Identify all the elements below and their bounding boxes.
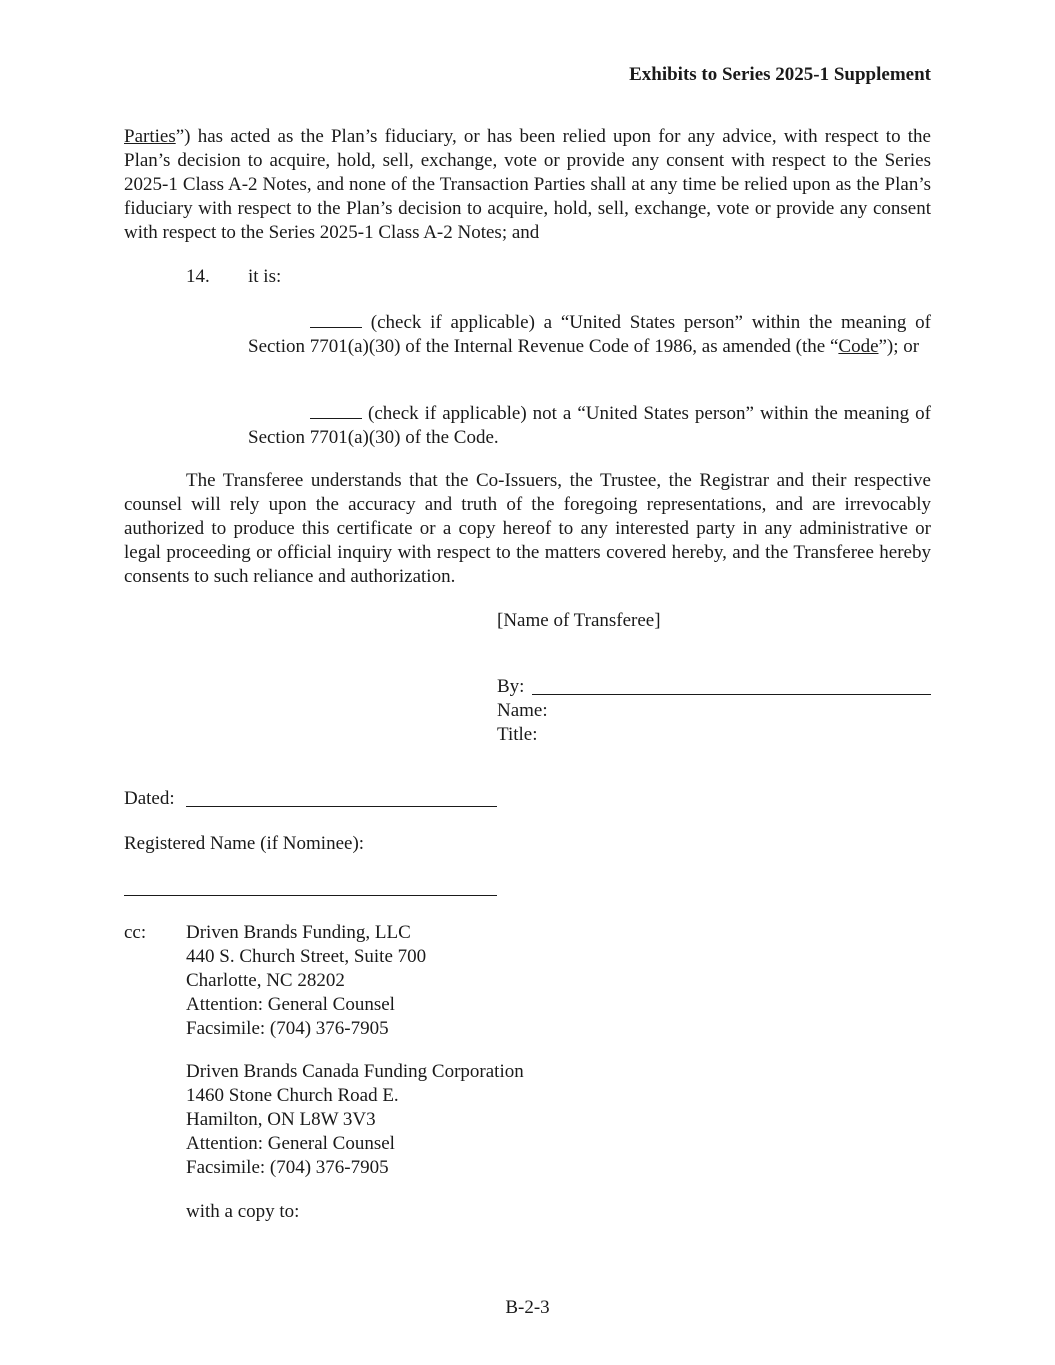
recipient-city: Charlotte, NC 28202 <box>186 970 345 991</box>
defined-term-code: Code <box>838 336 879 357</box>
continuation-text: ”) has acted as the Plan’s fiduciary, or has been relied upon for any advice, with respect to the Plan’s decision to acquire, hold, sell, exchange, vote or provide any consent with respect to the Series 2025-1 Class A-2 Notes, and none of the Transaction Parties shall at any time be relied upon as the Plan’s fiduciary with respect to the Plan’s decision to acquire, hold, sell, exchange, vote or provide any consent with respect to the Series 2025-1 Class A-2 Notes; and <box>124 126 931 243</box>
recipient-name: Driven Brands Canada Funding Corporation <box>186 1061 524 1082</box>
dated-line[interactable] <box>186 806 497 807</box>
item-14-text: it is: <box>248 266 282 287</box>
option-non-us-person-text: (check if applicable) not a “United States person” within the meaning of Section 7701(a)(30) of the Code. <box>248 403 932 448</box>
recipient-street: 1460 Stone Church Road E. <box>186 1085 399 1106</box>
by-label: By: <box>497 676 525 697</box>
cc-label: cc: <box>124 922 147 943</box>
option-us-person-text-before: (check if applicable) a “United States person” within the meaning of Section 7701(a)(30) of the Internal Revenue Code of 1986, as amended (the “ <box>248 312 932 357</box>
defined-term-parties: Parties <box>124 126 176 147</box>
cc-recipient-2 <box>186 1060 524 1180</box>
option-us-person-text-after: ”); or <box>878 336 920 357</box>
checkbox-blank-non-us-person[interactable] <box>310 401 362 419</box>
registered-name-label: Registered Name (if Nominee): <box>124 833 365 854</box>
option-non-us-person <box>248 401 931 450</box>
dated-label: Dated: <box>124 788 175 809</box>
transferee-name-placeholder: [Name of Transferee] <box>497 610 661 631</box>
checkbox-blank-us-person[interactable] <box>310 310 362 328</box>
signatory-title-label: Title: <box>497 724 538 745</box>
page-header: Exhibits to Series 2025-1 Supplement <box>629 64 931 85</box>
copy-to-label: with a copy to: <box>186 1201 300 1222</box>
registered-name-line[interactable] <box>124 895 497 896</box>
item-14-number: 14. <box>186 266 210 287</box>
recipient-fax: Facsimile: (704) 376-7905 <box>186 1157 389 1178</box>
page-number: B-2-3 <box>505 1297 550 1318</box>
option-us-person <box>248 310 931 359</box>
continuation-paragraph <box>124 125 931 245</box>
signature-line[interactable] <box>532 694 931 695</box>
recipient-name: Driven Brands Funding, LLC <box>186 922 411 943</box>
recipient-city: Hamilton, ON L8W 3V3 <box>186 1109 376 1130</box>
signatory-name-label: Name: <box>497 700 548 721</box>
recipient-attention: Attention: General Counsel <box>186 994 395 1015</box>
reliance-paragraph: The Transferee understands that the Co-Issuers, the Trustee, the Registrar and their respective counsel will rely upon the accuracy and truth of the foregoing representations, and are irrevocably authorized to produce this certificate or a copy hereof to any interested party in any administrative or legal proceeding or official inquiry with respect to the matters covered hereby, and the Transferee hereby consents to such reliance and authorization. <box>124 470 931 587</box>
recipient-attention: Attention: General Counsel <box>186 1133 395 1154</box>
recipient-fax: Facsimile: (704) 376-7905 <box>186 1018 389 1039</box>
cc-recipient-1 <box>186 921 426 1041</box>
recipient-street: 440 S. Church Street, Suite 700 <box>186 946 427 967</box>
